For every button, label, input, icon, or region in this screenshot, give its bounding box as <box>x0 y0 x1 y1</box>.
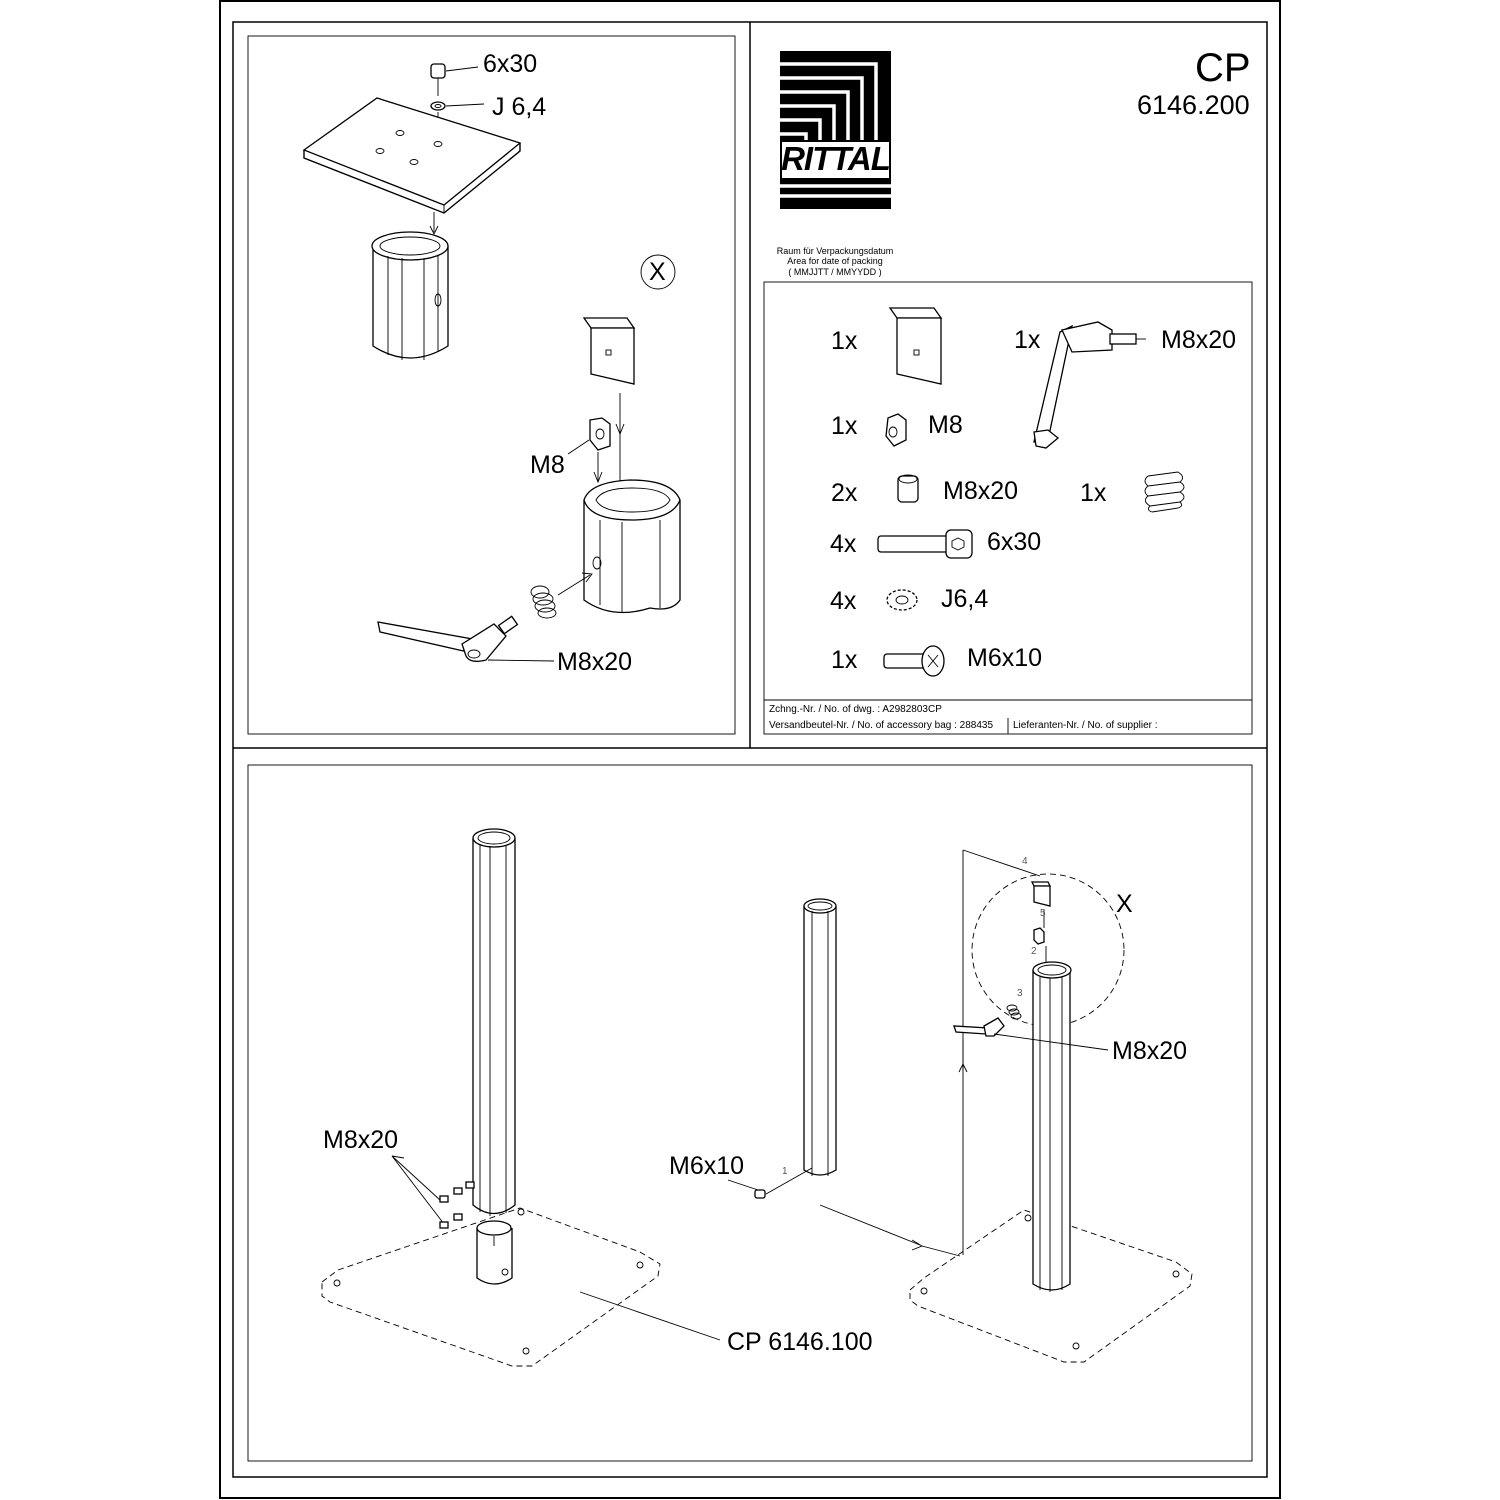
detail-x-marker: X <box>649 258 666 286</box>
support-column-middle <box>804 899 836 1176</box>
qty-spring: 1x <box>1080 479 1107 507</box>
detail-x-marker-bottom: X <box>1116 890 1133 918</box>
part-sleeve: M8x20 <box>943 477 1019 505</box>
product-code: CP <box>1195 46 1251 90</box>
lever-right-label: M8x20 <box>1112 1037 1188 1065</box>
drawing-number: Zchng.-Nr. / No. of dwg. : A2982803CP <box>769 704 942 715</box>
screw-middle-label: M6x10 <box>669 1152 745 1180</box>
part-slot-nut: M8 <box>928 411 963 439</box>
step-4: 4 <box>1022 856 1028 867</box>
rittal-wordmark: RITTAL <box>781 140 890 177</box>
clamping-lever-right <box>954 1018 1004 1036</box>
support-column-left <box>473 829 515 1216</box>
bolts-left-label: M8x20 <box>323 1126 399 1154</box>
qty-lever: 1x <box>1014 326 1041 354</box>
qty-washer: 4x <box>830 587 857 615</box>
step-3: 3 <box>1017 988 1023 999</box>
support-column-right <box>1033 962 1071 1292</box>
step-2: 2 <box>1031 946 1037 957</box>
adapter-sleeve <box>477 1221 512 1284</box>
screw-label: 6x30 <box>483 50 538 78</box>
part-washer: J6,4 <box>941 585 989 613</box>
part-lever: M8x20 <box>1161 326 1237 354</box>
part-cap-screw: 6x30 <box>987 528 1042 556</box>
qty-pan-screw: 1x <box>831 646 858 674</box>
qty-sleeve: 2x <box>831 479 858 507</box>
packing-date-note: Raum für Verpackungsdatum Area for date of packing ( MMJJTT / MMYYDD ) <box>776 246 894 277</box>
supplier-number: Lieferanten-Nr. / No. of supplier : <box>1013 720 1158 731</box>
qty-cap-screw: 4x <box>830 530 857 558</box>
qty-slot-nut: 1x <box>831 412 858 440</box>
nut-label: M8 <box>530 451 565 479</box>
washer-label: J 6,4 <box>492 93 547 121</box>
accessory-bag-number: Versandbeutel-Nr. / No. of accessory bag : 288435 <box>769 720 994 731</box>
bolts-left <box>392 1156 474 1228</box>
part-pan-screw: M6x10 <box>967 644 1043 672</box>
step-1: 1 <box>782 1166 788 1177</box>
part-number: 6146.200 <box>1137 90 1250 120</box>
qty-bracket: 1x <box>831 327 858 355</box>
step-5: 5 <box>1040 908 1046 919</box>
base-reference-label: CP 6146.100 <box>727 1328 873 1356</box>
lever-label: M8x20 <box>557 648 633 676</box>
